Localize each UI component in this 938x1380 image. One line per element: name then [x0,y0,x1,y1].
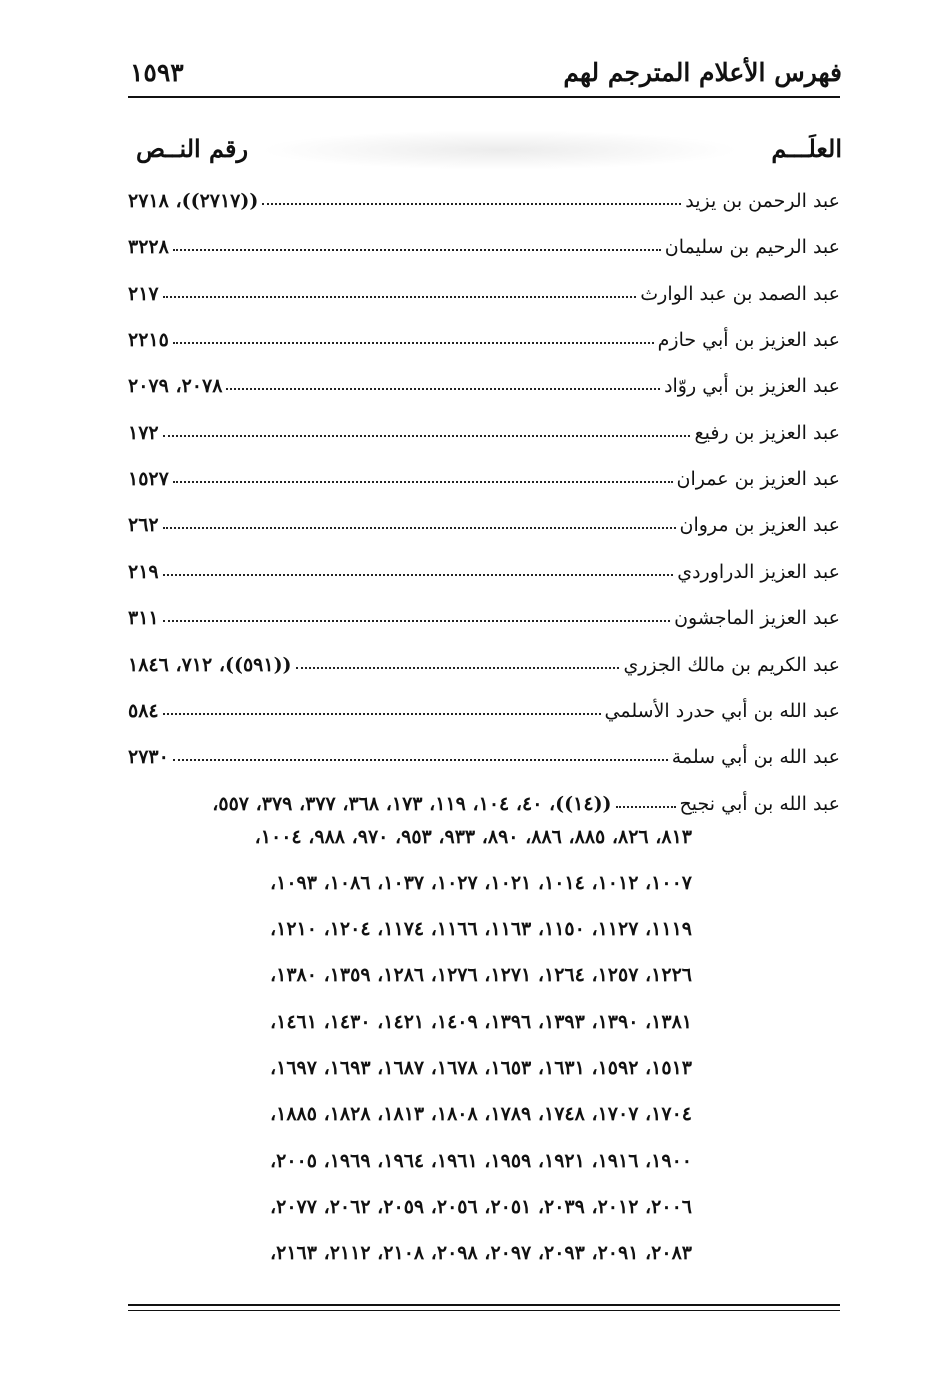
entry-name: عبد العزيز بن عمران [676,468,840,490]
footer-rule [128,1304,840,1306]
index-entry [128,547,840,583]
scan-smudge [260,130,740,170]
index-entry [128,779,840,815]
leader-dots [226,388,660,390]
leader-dots [163,574,674,576]
leader-dots [616,806,676,808]
leader-dots [173,249,661,251]
index-entry [128,269,840,305]
index-entry [128,315,840,351]
index-entry [128,361,840,397]
continuation-line: ٢٠٨٣، ٢٠٩١، ٢٠٩٣، ٢٠٩٧، ٢٠٩٨، ٢١٠٨، ٢١١٢، ٢١٦٣، [269,1242,692,1264]
entry-numbers: ٣٢٢٨ [128,236,169,258]
leader-dots [163,620,670,622]
entry-numbers: ٢٢١٥ [128,329,169,351]
entry-name: عبد العزيز بن أبي حازم [657,329,840,351]
leader-dots [173,481,673,483]
index-entry [128,454,840,490]
continuation-line: ١٣٨١، ١٣٩٠، ١٣٩٣، ١٣٩٦، ١٤٠٩، ١٤٢١، ١٤٣٠، ١٤٦١، [269,1011,692,1033]
leader-dots [163,435,691,437]
continuation-line: ١٠٠٧، ١٠١٢، ١٠١٤، ١٠٢١، ١٠٢٧، ١٠٣٧، ١٠٨٦، ١٠٩٣، [269,872,692,894]
leader-dots [173,759,668,761]
index-entry [128,640,840,676]
column-heading-name: العلَـــم [771,134,842,163]
entry-numbers: ١٥٢٧ [128,468,169,490]
continuation-line: ١٢٢٦، ١٢٥٧، ١٢٦٤، ١٢٧١، ١٢٧٦، ١٢٨٦، ١٣٥٩، ١٣٨٠، [269,964,692,986]
entry-name: عبد العزيز الماجشون [674,607,840,629]
index-entry [128,222,840,258]
entry-name: عبد العزيز بن مروان [679,514,840,536]
index-entry [128,176,840,212]
leader-dots [163,296,637,298]
leader-dots [163,527,676,529]
continuation-line: ١١١٩، ١١٢٧، ١١٥٠، ١١٦٣، ١١٦٦، ١١٧٤، ١٢٠٤، ١٢١٠، [269,918,692,940]
index-entry [128,500,840,536]
index-entry [128,408,840,444]
continuation-line: ١٩٠٠، ١٩١٦، ١٩٢١، ١٩٥٩، ١٩٦١، ١٩٦٤، ١٩٦٩، ٢٠٠٥، [269,1150,692,1172]
entry-numbers: ((٢٧١٧))، ٢٧١٨ [128,190,259,212]
column-heading-number: رقم النــص [136,134,249,163]
entry-numbers: ٢١٧ [128,283,159,305]
continuation-line: ٨١٣، ٨٢٦، ٨٨٥، ٨٨٦، ٨٩٠، ٩٣٣، ٩٥٣، ٩٧٠، ٩٨٨، ١٠٠٤، [254,826,692,848]
footer-rule-thin [128,1310,840,1311]
entry-name: عبد الرحمن بن يزيد [685,190,840,212]
leader-dots [296,667,620,669]
entry-numbers: ٢٧٣٠ [128,746,169,768]
entry-numbers: ٣١١ [128,607,159,629]
running-header-title: فهرس الأعلام المترجم لهم [563,58,842,87]
entry-numbers: ((١٤))، ٤٠، ١٠٤، ١١٩، ١٧٣، ٣٦٨، ٣٧٧، ٣٧٩، ٥٥٧، [212,793,612,815]
entry-name: عبد العزيز بن رفيع [694,422,840,444]
entry-numbers: ٥٨٤ [128,700,159,722]
entry-name: عبد الصمد بن عبد الوارث [640,283,840,305]
index-entry [128,732,840,768]
leader-dots [163,713,601,715]
leader-dots [173,342,654,344]
index-entry [128,686,840,722]
entry-numbers: ٢٦٢ [128,514,159,536]
entry-name: عبد العزيز الدراوردي [677,561,840,583]
entry-name: عبد الكريم بن مالك الجزري [623,654,840,676]
entry-name: عبد العزيز بن أبي روّاد [664,375,840,397]
entry-name: عبد الرحيم بن سليمان [664,236,840,258]
entry-numbers: ١٧٢ [128,422,159,444]
entry-numbers: ((٥٩١))، ٧١٢، ١٨٤٦ [128,654,292,676]
entry-numbers: ٢١٩ [128,561,159,583]
page-number: ١٥٩٣ [130,58,184,87]
entry-name: عبد الله بن أبي سلمة [671,746,840,768]
continuation-line: ١٥١٣، ١٥٩٢، ١٦٣١، ١٦٥٣، ١٦٧٨، ١٦٨٧، ١٦٩٣، ١٦٩٧، [269,1057,692,1079]
header-rule [128,96,840,98]
continuation-line: ١٧٠٤، ١٧٠٧، ١٧٤٨، ١٧٨٩، ١٨٠٨، ١٨١٣، ١٨٢٨، ١٨٨٥، [269,1103,692,1125]
index-entry [128,593,840,629]
leader-dots [262,203,681,205]
entry-name: عبد الله بن أبي حدرد الأسلمي [604,700,840,722]
continuation-line: ٢٠٠٦، ٢٠١٢، ٢٠٣٩، ٢٠٥١، ٢٠٥٦، ٢٠٥٩، ٢٠٦٢، ٢٠٧٧، [269,1196,692,1218]
entry-numbers: ٢٠٧٨، ٢٠٧٩ [128,375,223,397]
entry-name: عبد الله بن أبي نجيح [679,793,840,815]
